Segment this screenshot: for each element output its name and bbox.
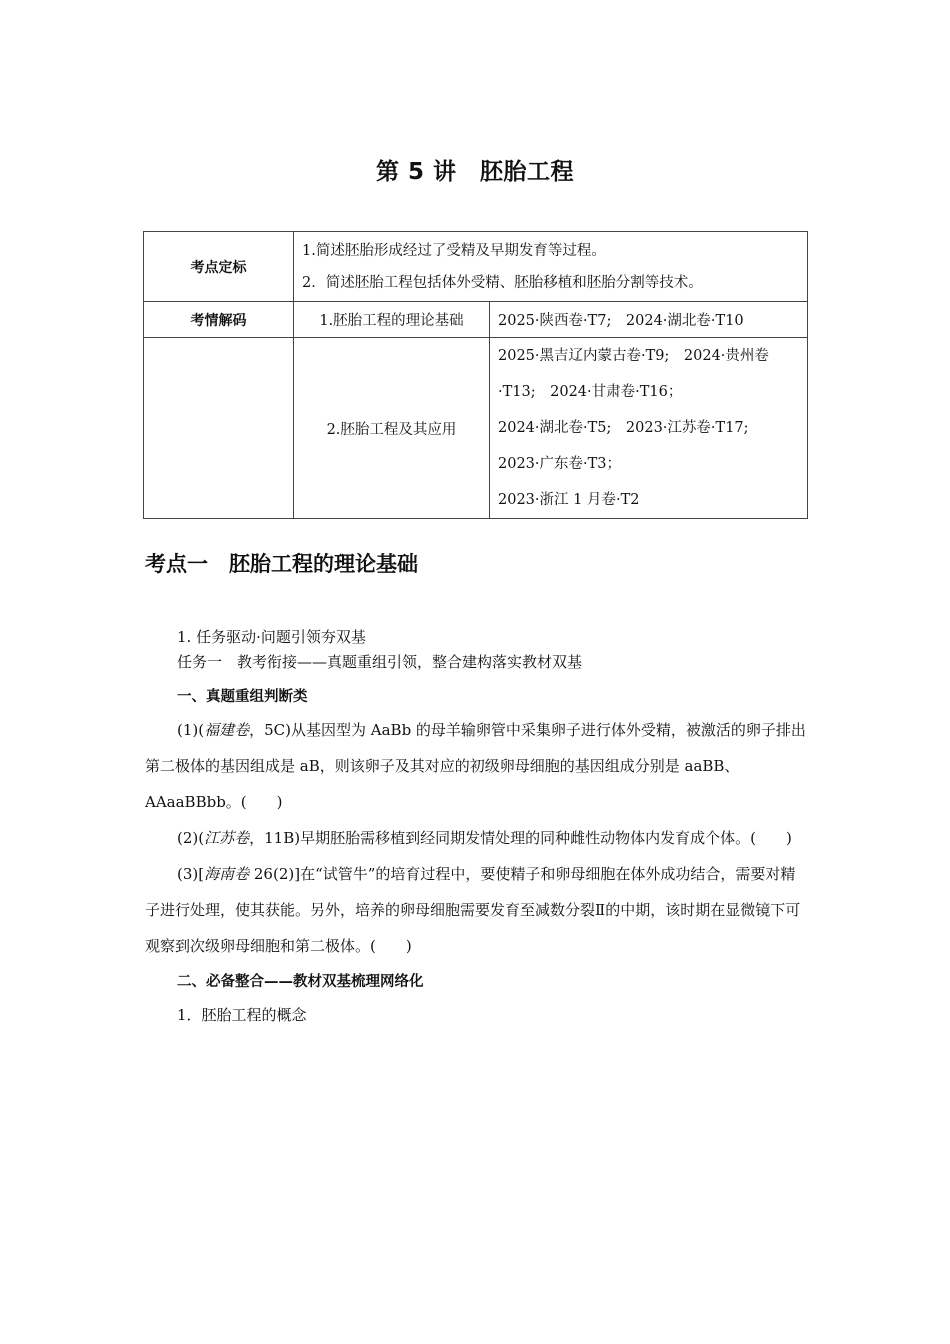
row-label-analysis: 考情解码 [144, 302, 294, 338]
exam-ref-line: ·T13; 2024·甘肃卷·T16； [498, 384, 683, 400]
part2-heading: 二、必备整合——教材双基梳理网络化 [177, 974, 424, 990]
question-text: ，5C)从基因型为 AaBb 的母羊输卵管中采集卵子进行体外受精，被激活的卵子排出第二极体的基因组成是 aB，则该卵子及其对应的初级卵母细胞的基因组成分别是 aaBB、AAaaBBbb。( ) [145, 721, 806, 811]
question-number: (3)[ [177, 865, 205, 883]
concept-item: 1．胚胎工程的概念 [177, 1006, 307, 1024]
objective-line: 1.简述胚胎形成经过了受精及早期发育等过程。 [302, 242, 606, 259]
objectives-table [143, 231, 808, 519]
question-number: (1)( [177, 721, 205, 739]
objectives-cell [294, 232, 808, 302]
question-text: ，11B)早期胚胎需移植到经同期发情处理的同种雌性动物体内发育成个体。( ) [249, 829, 792, 847]
exam-refs-cell [490, 338, 808, 519]
exam-ref-line: 2023·浙江 1 月卷·T2 [498, 492, 640, 508]
question-1 [145, 712, 807, 820]
table-row [144, 302, 808, 338]
question-source: 海南卷 [204, 865, 250, 883]
exam-refs-cell: 2025·陕西卷·T7; 2024·湖北卷·T10 [490, 302, 808, 338]
questions-block [145, 682, 807, 1030]
topic-cell: 2.胚胎工程及其应用 [294, 338, 490, 519]
page-title: 第 5 讲 胚胎工程 [375, 159, 575, 185]
task-block [145, 626, 807, 676]
empty-cell [144, 338, 294, 519]
task-one: 任务一 教考衔接——真题重组引领，整合建构落实教材双基 [177, 653, 583, 671]
exam-ref-line: 2023·广东卷·T3； [498, 456, 622, 472]
exam-ref-line: 2024·湖北卷·T5; 2023·江苏卷·T17; [498, 420, 749, 436]
question-source: 江苏卷 [204, 829, 250, 847]
question-text: 26(2)]在“试管牛”的培育过程中，要使精子和卵母细胞在体外成功结合，需要对精子进行处理，使其获能。另外，培养的卵母细胞需要发育至减数分裂Ⅱ的中期，该时期在显微镜下可观察到次级卵母细胞和第二极体。( ) [145, 865, 801, 955]
task-heading: 1. 任务驱动·问题引领夯双基 [177, 628, 366, 646]
table-row [144, 338, 808, 519]
question-3 [145, 856, 807, 964]
objective-line: 2．简述胚胎工程包括体外受精、胚胎移植和胚胎分割等技术。 [302, 274, 703, 291]
question-2 [145, 820, 807, 856]
question-source: 福建卷 [204, 721, 250, 739]
question-number: (2)( [177, 829, 205, 847]
part1-heading: 一、真题重组判断类 [177, 689, 308, 705]
exam-ref-line: 2025·黑吉辽内蒙古卷·T9; 2024·贵州卷 [498, 348, 769, 364]
section-title: 考点一 胚胎工程的理论基础 [145, 552, 418, 576]
topic-cell: 1.胚胎工程的理论基础 [294, 302, 490, 338]
table-row [144, 232, 808, 302]
row-label-objectives: 考点定标 [144, 232, 294, 302]
